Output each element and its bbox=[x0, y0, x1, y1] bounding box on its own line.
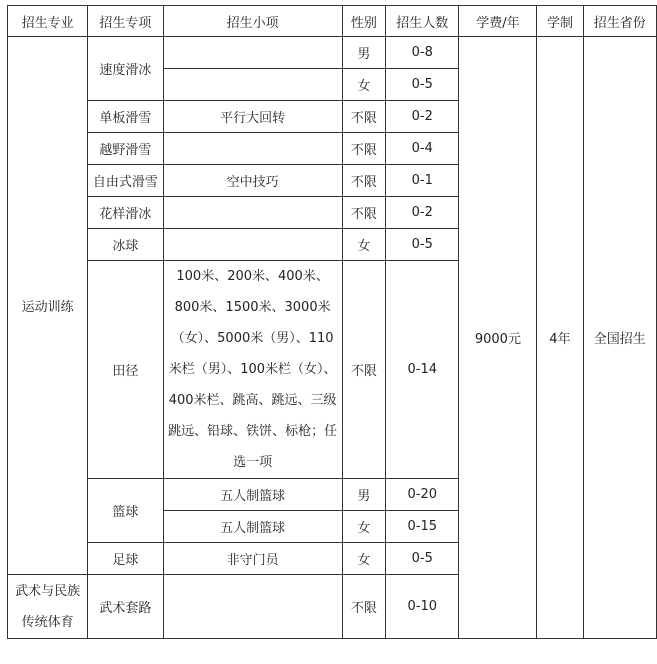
major-cell: 运动训练 bbox=[8, 37, 88, 575]
sub-item-cell bbox=[163, 229, 342, 261]
header-row bbox=[8, 6, 657, 37]
count-cell: 0-5 bbox=[386, 543, 459, 575]
item-cell: 篮球 bbox=[88, 479, 163, 543]
admissions-table-container bbox=[7, 5, 657, 639]
gender-cell: 不限 bbox=[342, 261, 385, 479]
item-cell: 武术套路 bbox=[88, 575, 163, 639]
sub-item-cell bbox=[163, 133, 342, 165]
header-gender: 性别 bbox=[342, 6, 385, 37]
count-cell: 0-8 bbox=[386, 37, 459, 69]
gender-cell: 女 bbox=[342, 69, 385, 101]
gender-cell: 不限 bbox=[342, 575, 385, 639]
item-cell: 单板滑雪 bbox=[88, 101, 163, 133]
gender-cell: 女 bbox=[342, 543, 385, 575]
header-special-item: 招生专项 bbox=[88, 6, 163, 37]
gender-cell: 男 bbox=[342, 37, 385, 69]
item-cell: 花样滑冰 bbox=[88, 197, 163, 229]
count-cell: 0-1 bbox=[386, 165, 459, 197]
count-cell: 0-10 bbox=[386, 575, 459, 639]
item-cell: 越野滑雪 bbox=[88, 133, 163, 165]
provinces-cell: 全国招生 bbox=[583, 37, 656, 639]
item-cell: 自由式滑雪 bbox=[88, 165, 163, 197]
sub-item-cell bbox=[163, 575, 342, 639]
gender-cell: 不限 bbox=[342, 165, 385, 197]
gender-cell: 不限 bbox=[342, 101, 385, 133]
item-cell: 冰球 bbox=[88, 229, 163, 261]
sub-item-cell: 100米、200米、400米、800米、1500米、3000米（女）、5000米（男）、110米栏（男）、100米栏（女）、400米栏、跳高、跳远、三级跳远、铅球、铁饼、标枪；任选一项 bbox=[163, 261, 342, 479]
duration-cell: 4年 bbox=[537, 37, 583, 639]
gender-cell: 女 bbox=[342, 229, 385, 261]
item-cell: 田径 bbox=[88, 261, 163, 479]
count-cell: 0-5 bbox=[386, 229, 459, 261]
gender-cell: 男 bbox=[342, 479, 385, 511]
sub-item-cell: 空中技巧 bbox=[163, 165, 342, 197]
gender-cell: 女 bbox=[342, 511, 385, 543]
header-major: 招生专业 bbox=[8, 6, 88, 37]
header-provinces: 招生省份 bbox=[583, 6, 656, 37]
header-sub-item: 招生小项 bbox=[163, 6, 342, 37]
major-cell: 武术与民族传统体育 bbox=[8, 575, 88, 639]
sub-item-cell: 五人制篮球 bbox=[163, 479, 342, 511]
count-cell: 0-4 bbox=[386, 133, 459, 165]
sub-item-cell: 五人制篮球 bbox=[163, 511, 342, 543]
tuition-cell: 9000元 bbox=[459, 37, 537, 639]
item-cell: 足球 bbox=[88, 543, 163, 575]
sub-item-cell bbox=[163, 69, 342, 101]
header-enrollment-count: 招生人数 bbox=[386, 6, 459, 37]
table-row bbox=[8, 37, 657, 69]
item-cell: 速度滑冰 bbox=[88, 37, 163, 101]
header-duration: 学制 bbox=[537, 6, 583, 37]
header-tuition: 学费/年 bbox=[459, 6, 537, 37]
count-cell: 0-5 bbox=[386, 69, 459, 101]
count-cell: 0-20 bbox=[386, 479, 459, 511]
count-cell: 0-2 bbox=[386, 101, 459, 133]
count-cell: 0-15 bbox=[386, 511, 459, 543]
gender-cell: 不限 bbox=[342, 197, 385, 229]
sub-item-cell bbox=[163, 197, 342, 229]
gender-cell: 不限 bbox=[342, 133, 385, 165]
sub-item-cell bbox=[163, 37, 342, 69]
count-cell: 0-14 bbox=[386, 261, 459, 479]
sub-item-cell: 非守门员 bbox=[163, 543, 342, 575]
sub-item-cell: 平行大回转 bbox=[163, 101, 342, 133]
admissions-table bbox=[7, 5, 657, 639]
count-cell: 0-2 bbox=[386, 197, 459, 229]
